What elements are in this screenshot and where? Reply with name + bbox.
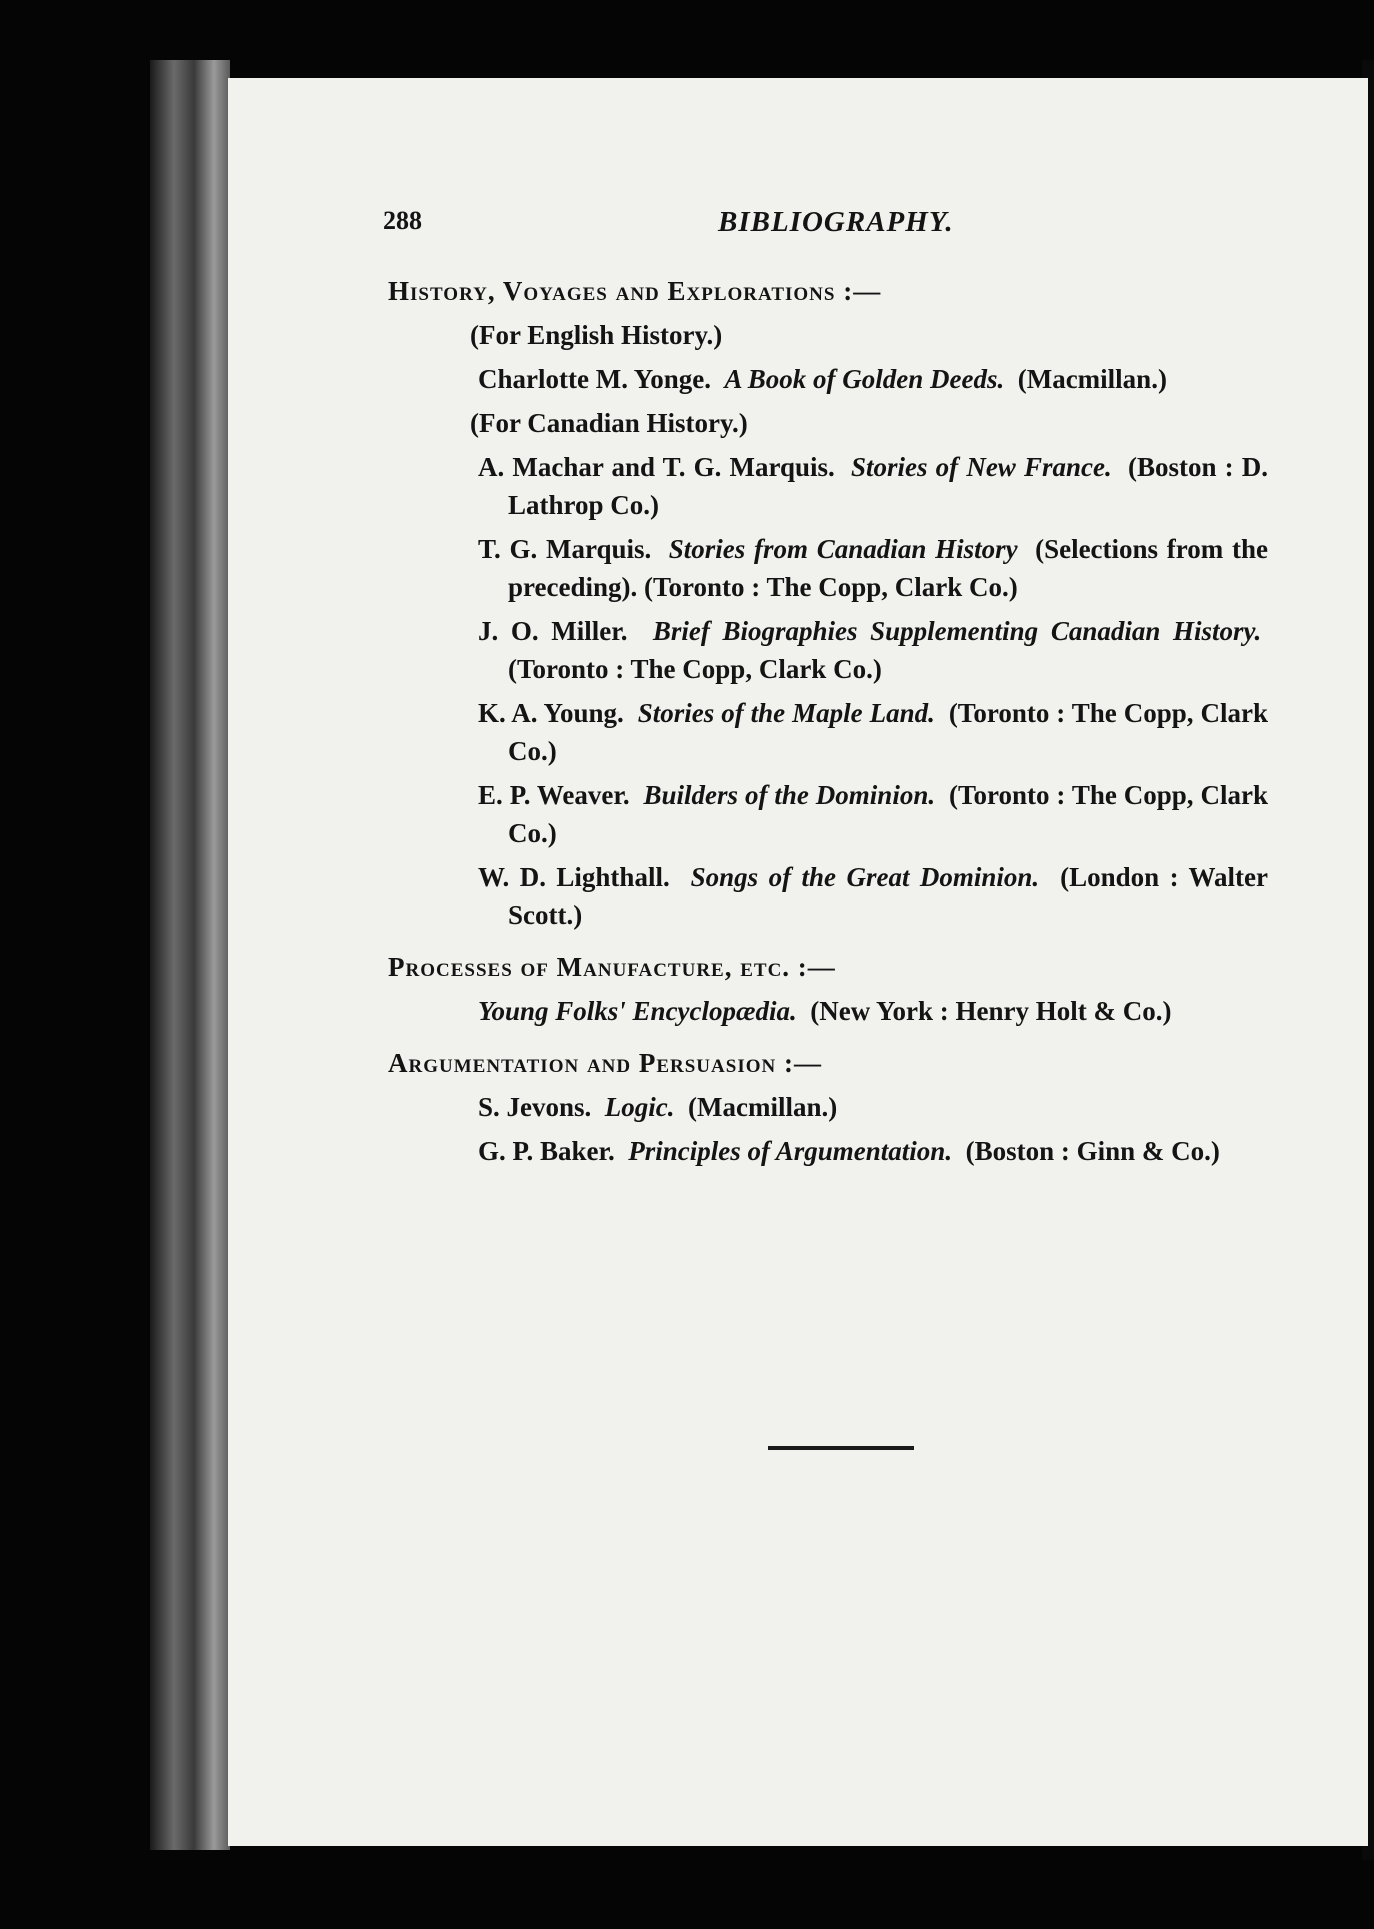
entry-work-title: Brief Biographies Supplementing Canadian History. (652, 616, 1262, 646)
entry-work-title: Logic. (604, 1092, 675, 1122)
entry-publisher: (Boston : D. Lathrop Co.) (508, 452, 1269, 520)
subheading: (For Canadian History.) (470, 408, 748, 438)
entry-publisher: (New York : Henry Holt & Co.) (810, 996, 1172, 1026)
entry-work-title: Stories from Canadian History (668, 534, 1018, 564)
section-heading: Processes of Manufacture, etc. :— (388, 952, 836, 982)
entry-publisher: (Macmillan.) (688, 1092, 838, 1122)
bibliography-entry (478, 1088, 1268, 1126)
entry-publisher: (Toronto : The Copp, Clark Co.) (508, 654, 882, 684)
entry-author: T. G. Marquis. (478, 534, 652, 564)
entry-work-title: Stories of the Maple Land. (637, 698, 935, 728)
entry-work-title: A Book of Golden Deeds. (724, 364, 1005, 394)
page-number: 288 (383, 206, 422, 235)
entry-work-title: Stories of New France. (851, 452, 1112, 482)
bibliography-entry (478, 858, 1268, 934)
subheading: (For English History.) (470, 320, 723, 350)
bibliography-entry (478, 694, 1268, 770)
entry-author: E. P. Weaver. (478, 780, 630, 810)
entry-work-title: Builders of the Dominion. (643, 780, 936, 810)
entry-publisher: (Boston : Ginn & Co.) (965, 1136, 1220, 1166)
entry-publisher: (Macmillan.) (1017, 364, 1167, 394)
entry-author: K. A. Young. (478, 698, 624, 728)
entry-publisher: (London : Walter Scott.) (508, 862, 1268, 930)
bibliography-entry (478, 360, 1268, 398)
entry-work-title: Young Folks' Encyclopædia. (478, 996, 797, 1026)
bibliography-entry (478, 530, 1268, 606)
bibliography-entry (478, 612, 1268, 688)
book-page (228, 78, 1368, 1846)
entry-work-title: Songs of the Great Dominion. (690, 862, 1040, 892)
entry-work-title: Principles of Argumentation. (628, 1136, 953, 1166)
entry-author: S. Jevons. (478, 1092, 592, 1122)
entry-publisher: (Selections from the preceding). (Toronto : The Copp, Clark Co.) (508, 534, 1269, 602)
section-heading: Argumentation and Persuasion :— (388, 1048, 822, 1078)
bibliography-entry (478, 448, 1268, 524)
entry-author: J. O. Miller. (478, 616, 628, 646)
entry-publisher: (Toronto : The Copp, Clark Co.) (508, 780, 1268, 848)
bibliography-entry (478, 1132, 1268, 1170)
page-title: BIBLIOGRAPHY. (718, 206, 954, 238)
running-head (228, 206, 1368, 256)
entry-author: Charlotte M. Yonge. (478, 364, 711, 394)
entry-author: A. Machar and T. G. Marquis. (478, 452, 835, 482)
entry-author: G. P. Baker. (478, 1136, 615, 1166)
bibliography-content (388, 268, 1268, 1176)
book-binding-shadow (150, 60, 230, 1850)
bibliography-entry (478, 992, 1268, 1030)
entry-publisher: (Toronto : The Copp, Clark Co.) (508, 698, 1269, 766)
entry-author: W. D. Lighthall. (478, 862, 670, 892)
section-heading: History, Voyages and Explorations :— (388, 276, 882, 306)
closing-rule (768, 1446, 914, 1450)
bibliography-entry (478, 776, 1268, 852)
